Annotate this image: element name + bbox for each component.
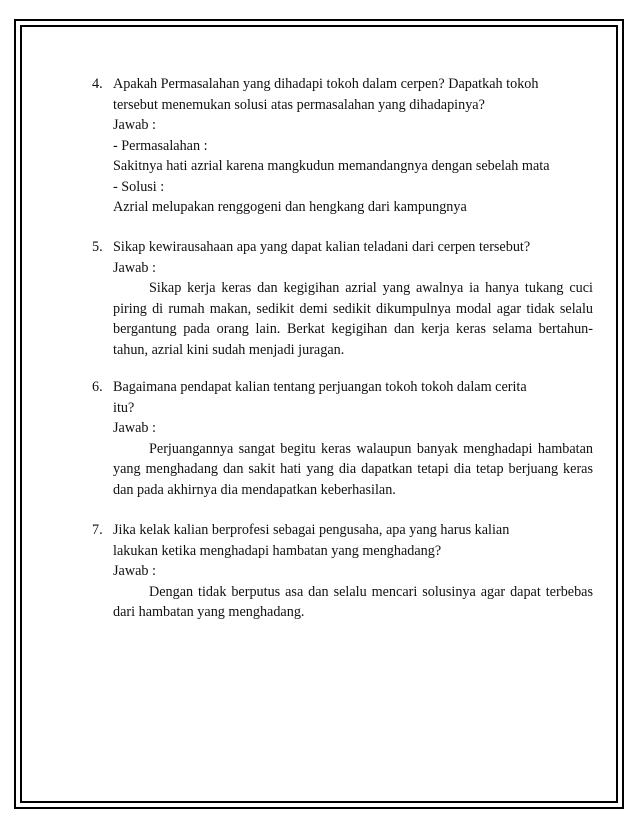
question-text: Bagaimana pendapat kalian tentang perjuangan tokoh tokoh dalam cerita [113, 379, 527, 395]
solution-text: Azrial melupakan renggogeni dan hengkang dari kampungnya [113, 199, 467, 215]
question-6 [92, 377, 593, 500]
document-content [92, 74, 593, 620]
question-number: 4. [92, 76, 103, 92]
question-text: Jika kelak kalian berprofesi sebagai pengusaha, apa yang harus kalian [113, 522, 510, 538]
question-number: 7. [92, 522, 103, 538]
problem-text: Sakitnya hati azrial karena mangkudun memandangnya dengan sebelah mata [113, 158, 550, 174]
question-5 [92, 237, 593, 360]
question-text: Apakah Permasalahan yang dihadapi tokoh dalam cerpen? Dapatkah tokoh [113, 76, 539, 92]
problem-label: - Permasalahan : [113, 137, 208, 154]
answer-text: Sikap kerja keras dan kegigihan azrial yang awalnya ia hanya tukang cuci piring di rumah makan, sedikit demi sedikit dikumpulnya modal agar tidak selalu bergantung pada orang lain. Berkat kegigihan dan kerja keras selama bertahun-tahun, azrial kini sudah menjadi juragan. [113, 280, 593, 358]
question-text: Sikap kewirausahaan apa yang dapat kalian teladani dari cerpen tersebut? [113, 239, 531, 255]
question-4 [92, 74, 572, 218]
answer-label: Jawab : [113, 420, 156, 436]
question-number: 6. [92, 379, 103, 395]
solution-label: - Solusi : [113, 178, 165, 195]
question-text: itu? [113, 399, 135, 416]
question-7 [92, 520, 593, 623]
answer-label: Jawab : [113, 117, 156, 133]
answer-text: Perjuangannya sangat begitu keras walaupun banyak menghadapi hambatan yang menghadang dan sakit hati yang dia dapatkan tetapi dia tetap berjuang keras dan pada akhirnya dia mendapatkan keberhasilan. [113, 440, 593, 498]
question-text: tersebut menemukan solusi atas permasalahan yang dihadapinya? [113, 96, 485, 113]
answer-label: Jawab : [113, 259, 156, 276]
answer-text: Dengan tidak berputus asa dan selalu mencari solusinya agar dapat terbebas dari hambatan yang menghadang. [113, 583, 593, 620]
answer-label: Jawab : [113, 563, 156, 579]
question-text: lakukan ketika menghadapi hambatan yang menghadang? [113, 542, 442, 559]
question-number: 5. [92, 239, 103, 255]
